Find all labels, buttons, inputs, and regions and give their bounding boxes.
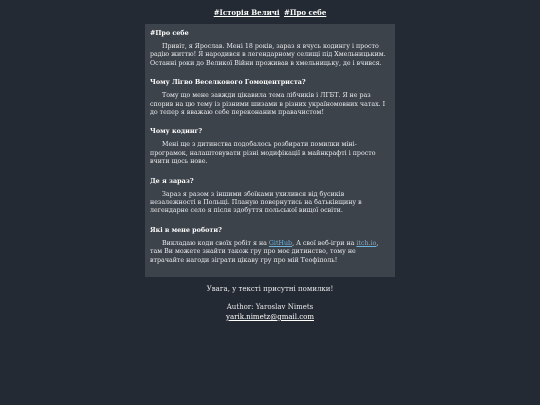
question-my-works: Які в мене роботи? (150, 225, 222, 234)
nav-link-about[interactable]: #Про себе (283, 8, 327, 17)
itch-link[interactable]: itch.io (356, 239, 377, 247)
answer-why-coding: Мені ще з дитинства подобалось розбирати помилки міні-програмок, налаштовувати різні модифікації в майнкрафті і просто вчити щось нове. (150, 141, 376, 166)
answer-where-now: Зараз я разом з іншими збоїками ухилився від бусиків незалежності в Польщі. Планую повернутись на батьківщину в легендарне село я після здобуття польської вищої освіти. (150, 190, 362, 215)
errors-warning: Увага, у тексті присутні помилки! (206, 285, 334, 293)
question-why-name: Чому Лігво Веселкового Гомоцентриста? (150, 78, 306, 87)
works-text-post: , там Ви можете знайти також гру про моє дитинство, тому не втрачайте нагоди зіграти цікаву гру про мій Теофіполь! (150, 239, 379, 264)
works-text-pre: Викладаю коди своїх робіт я на (162, 239, 269, 247)
author-line: Author: Yaroslav Nimets (226, 303, 314, 311)
top-nav (0, 8, 540, 17)
question-why-coding: Чому кодинг? (150, 127, 203, 136)
about-card (145, 24, 395, 277)
author-email-link[interactable]: yarik.nimetz@gmail.com (226, 313, 314, 321)
answer-why-name: Тому що мене завжди цікавила тема лібчиків і ЛГБТ. Я не раз спорив на цю тему із різними шизами в різних україномовних чатах. І до тепер я вважаю себе переконаним правачистом! (150, 92, 386, 117)
answer-my-works (150, 240, 390, 265)
question-where-now: Де я зараз? (150, 176, 194, 185)
works-text-mid: , А свої веб-ігри на (292, 239, 357, 247)
about-heading: #Про себе (150, 29, 189, 37)
nav-link-history[interactable]: #Історія Величі (213, 8, 280, 17)
about-intro: Привіт, я Ярослав. Мені 18 років, зараз я вчусь кодингу і просто радію життю! Я народився в легендарному селищі під Хмельницьким. Останні роки до Великої Війни проживав в хмельницьку, де і вчився. (150, 43, 386, 67)
footer (0, 284, 540, 322)
github-link[interactable]: GitHub (268, 239, 293, 247)
